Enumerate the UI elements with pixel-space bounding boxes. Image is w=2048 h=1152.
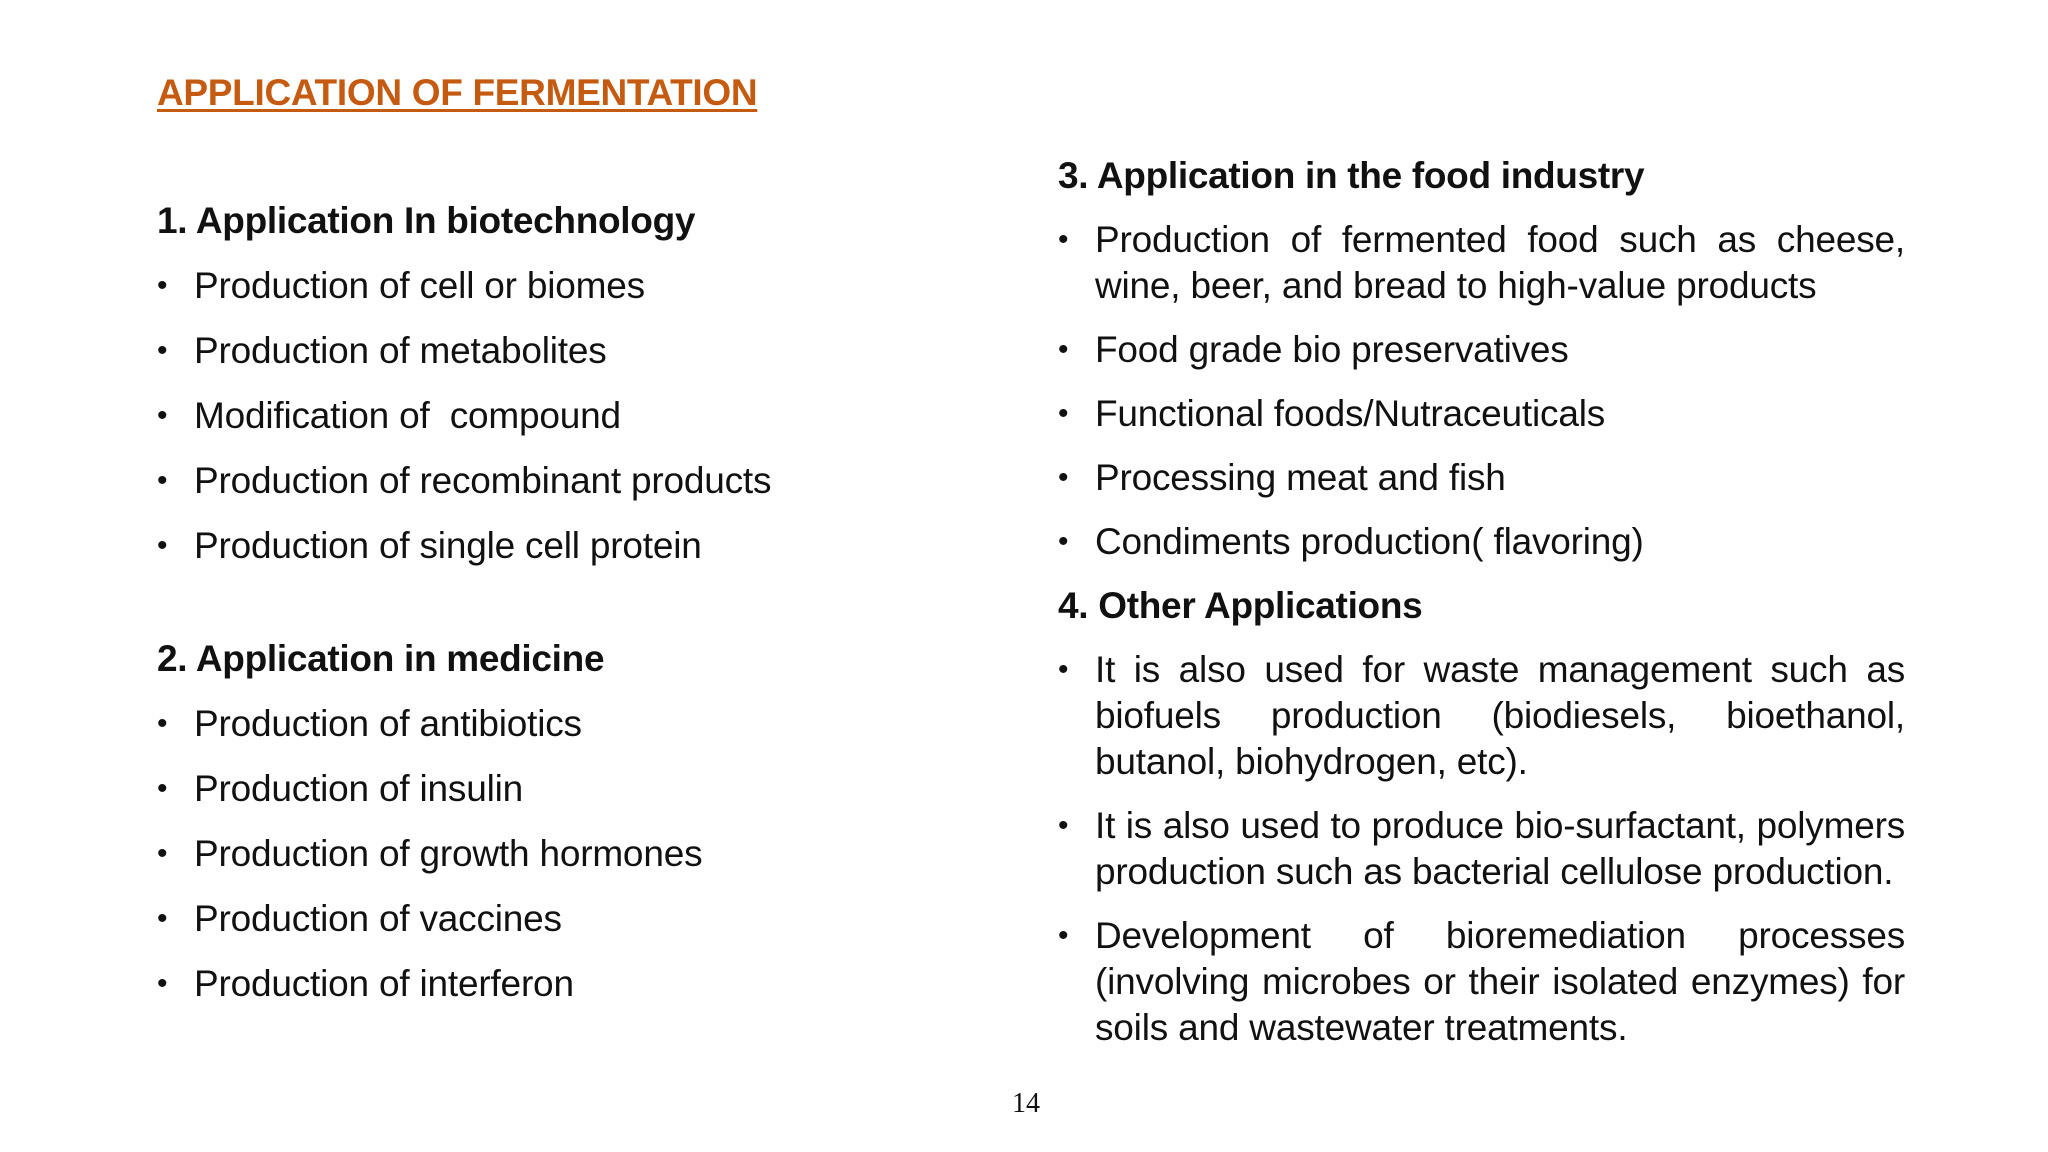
- right-column: [1058, 153, 1905, 1051]
- list-item: • Processing meat and fish: [1058, 455, 1905, 501]
- biotechnology-list: [157, 263, 1017, 569]
- bullet-icon: •: [1058, 461, 1069, 494]
- food-industry-list: [1058, 217, 1905, 565]
- bullet-icon: •: [1058, 809, 1069, 842]
- section-heading-medicine: 2. Application in medicine: [157, 638, 605, 679]
- bullet-icon: •: [157, 837, 168, 870]
- other-applications-list: [1058, 647, 1905, 1051]
- bullet-icon: •: [157, 772, 168, 805]
- list-item: • Production of interferon: [157, 961, 1017, 1007]
- bullet-icon: •: [157, 399, 168, 432]
- section-heading-other-applications: 4. Other Applications: [1058, 585, 1423, 626]
- list-item: • Production of metabolites: [157, 328, 1017, 374]
- list-item: • Production of growth hormones: [157, 831, 1017, 877]
- list-item: • Production of recombinant products: [157, 458, 1017, 504]
- bullet-icon: •: [157, 707, 168, 740]
- left-column: [157, 198, 1017, 1007]
- list-item: • Production of single cell protein: [157, 523, 1017, 569]
- bullet-icon: •: [157, 334, 168, 367]
- list-item: • Production of vaccines: [157, 896, 1017, 942]
- bullet-icon: •: [1058, 653, 1069, 686]
- bullet-icon: •: [157, 269, 168, 302]
- bullet-icon: •: [157, 902, 168, 935]
- list-item: • Production of insulin: [157, 766, 1017, 812]
- section-heading-food-industry: 3. Application in the food industry: [1058, 155, 1645, 196]
- section-heading-biotechnology: 1. Application In biotechnology: [157, 200, 696, 241]
- list-item: • It is also used to produce bio-surfactant, polymers production such as bacterial cellulose production.: [1058, 805, 1905, 892]
- page-number: 14: [1012, 1088, 1040, 1119]
- list-item: • Functional foods/Nutraceuticals: [1058, 391, 1905, 437]
- bullet-icon: •: [157, 529, 168, 562]
- bullet-icon: •: [1058, 333, 1069, 366]
- bullet-icon: •: [1058, 919, 1069, 952]
- bullet-icon: •: [1058, 223, 1069, 256]
- list-item: • Condiments production( flavoring): [1058, 519, 1905, 565]
- list-item: • It is also used for waste management such as biofuels production (biodiesels, bioethanol, butanol, biohydrogen, etc).: [1058, 649, 1905, 782]
- list-item: • Production of cell or biomes: [157, 263, 1017, 309]
- list-item: • Production of antibiotics: [157, 701, 1017, 747]
- bullet-icon: •: [157, 464, 168, 497]
- slide-title: APPLICATION OF FERMENTATION: [157, 72, 758, 113]
- list-item: • Modification of compound: [157, 393, 1017, 439]
- bullet-icon: •: [1058, 397, 1069, 430]
- bullet-icon: •: [157, 967, 168, 1000]
- list-item: • Development of bioremediation processes (involving microbes or their isolated enzymes) for soils and wastewater treatments.: [1058, 915, 1905, 1048]
- list-item: • Production of fermented food such as cheese, wine, beer, and bread to high-value products: [1058, 219, 1905, 306]
- medicine-list: [157, 701, 1017, 1007]
- bullet-icon: •: [1058, 525, 1069, 558]
- list-item: • Food grade bio preservatives: [1058, 327, 1905, 373]
